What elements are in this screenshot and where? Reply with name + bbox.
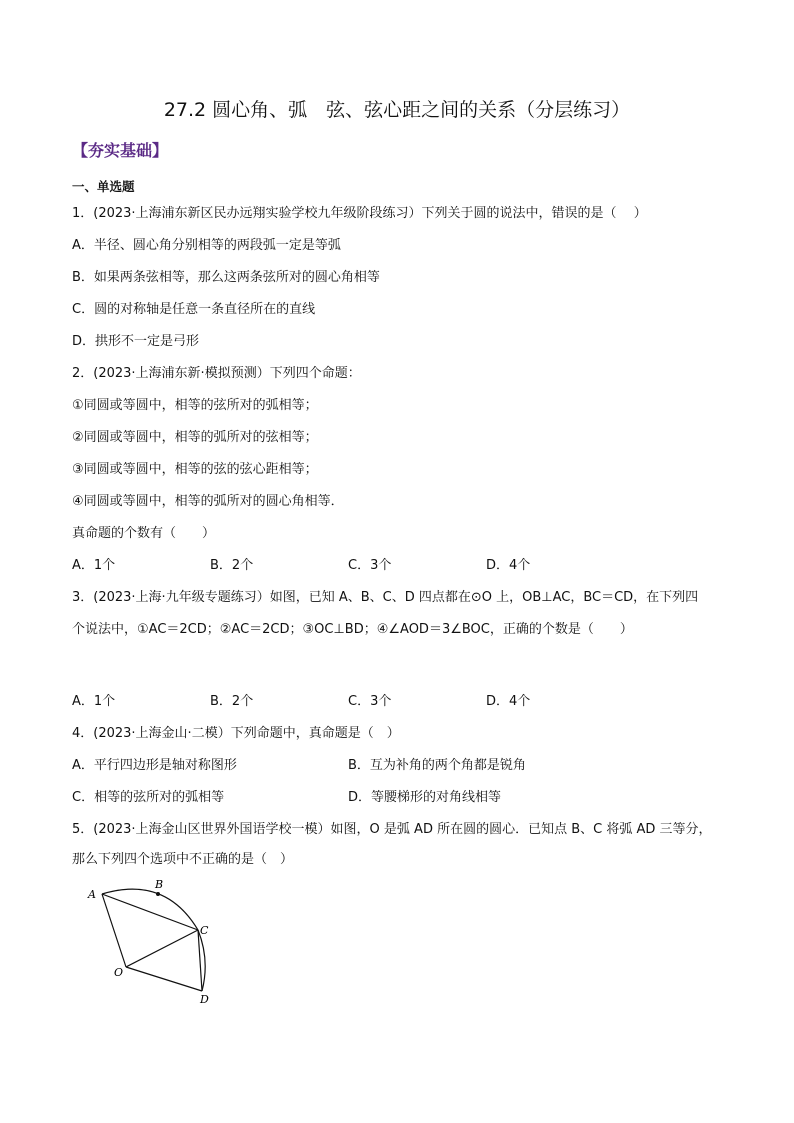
q2-option-d: D．4个: [486, 558, 531, 573]
q1-option-a: A．半径、圆心角分别相等的两段弧一定是等弧: [72, 238, 341, 253]
q2-item-2: ②同圆或等圆中，相等的弧所对的弦相等；: [72, 430, 318, 445]
q1-option-b: B．如果两条弦相等，那么这两条弦所对的圆心角相等: [72, 270, 380, 285]
q2-item-4: ④同圆或等圆中，相等的弧所对的圆心角相等．: [72, 494, 344, 509]
q5-stem-line1: 5．(2023·上海金山区世界外国语学校一模）如图，O 是弧 AD 所在圆的圆心．已知点 B、C 将弧 AD 三等分，: [72, 822, 712, 837]
q2-ask: 真命题的个数有（ ）: [72, 526, 216, 541]
q3-option-c: C．3个: [348, 694, 392, 709]
radius-oa: [102, 894, 126, 967]
label-d: D: [200, 993, 209, 1006]
label-b: B: [155, 878, 164, 891]
q2-option-c: C．3个: [348, 558, 392, 573]
q2-item-1: ①同圆或等圆中，相等的弦所对的弧相等；: [72, 398, 318, 413]
radius-oc: [126, 930, 198, 967]
chord-ac: [102, 894, 198, 930]
q4-option-c: C．相等的弦所对的弧相等: [72, 790, 225, 805]
point-b: [156, 892, 160, 896]
q3-option-d: D．4个: [486, 694, 531, 709]
q3-stem-line2: 个说法中，①AC＝2CD；②AC＝2CD；③OC⊥BD；④∠AOD＝3∠BOC，正确的个数是（ ）: [72, 622, 633, 637]
q2-option-b: B．2个: [210, 558, 254, 573]
q2-option-a: A．1个: [72, 558, 116, 573]
label-a: A: [88, 888, 96, 901]
sub-heading: 一、单选题: [72, 179, 135, 194]
q1-stem: 1．(2023·上海浦东新区民办远翔实验学校九年级阶段练习）下列关于圆的说法中，错误的是（ ）: [72, 206, 647, 221]
q3-option-a: A．1个: [72, 694, 116, 709]
label-c: C: [200, 924, 209, 937]
q4-option-b: B．互为补角的两个角都是锐角: [348, 758, 526, 773]
q4-option-d: D．等腰梯形的对角线相等: [348, 790, 502, 805]
figure-svg: [80, 870, 220, 1010]
q5-stem-line2: 那么下列四个选项中不正确的是（ ）: [72, 852, 294, 867]
geometry-figure: [80, 870, 220, 1010]
q1-option-c: C．圆的对称轴是任意一条直径所在的直线: [72, 302, 316, 317]
label-o: O: [114, 966, 124, 979]
q1-option-d: D．拱形不一定是弓形: [72, 334, 200, 349]
q4-option-a: A．平行四边形是轴对称图形: [72, 758, 237, 773]
q3-option-b: B．2个: [210, 694, 254, 709]
q4-stem: 4．(2023·上海金山·二模）下列命题中，真命题是（ ）: [72, 726, 400, 741]
page-title: 27.2 圆心角、弧 弦、弦心距之间的关系（分层练习）: [163, 99, 631, 121]
q2-stem: 2．(2023·上海浦东新·模拟预测）下列四个命题：: [72, 366, 361, 381]
q2-item-3: ③同圆或等圆中，相等的弦的弦心距相等；: [72, 462, 318, 477]
radius-od: [126, 967, 202, 991]
q3-stem-line1: 3．(2023·上海·九年级专题练习）如图，已知 A、B、C、D 四点都在⊙O 上，OB⊥AC，BC＝CD，在下列四: [72, 590, 699, 605]
section-heading: 【夯实基础】: [72, 141, 169, 160]
